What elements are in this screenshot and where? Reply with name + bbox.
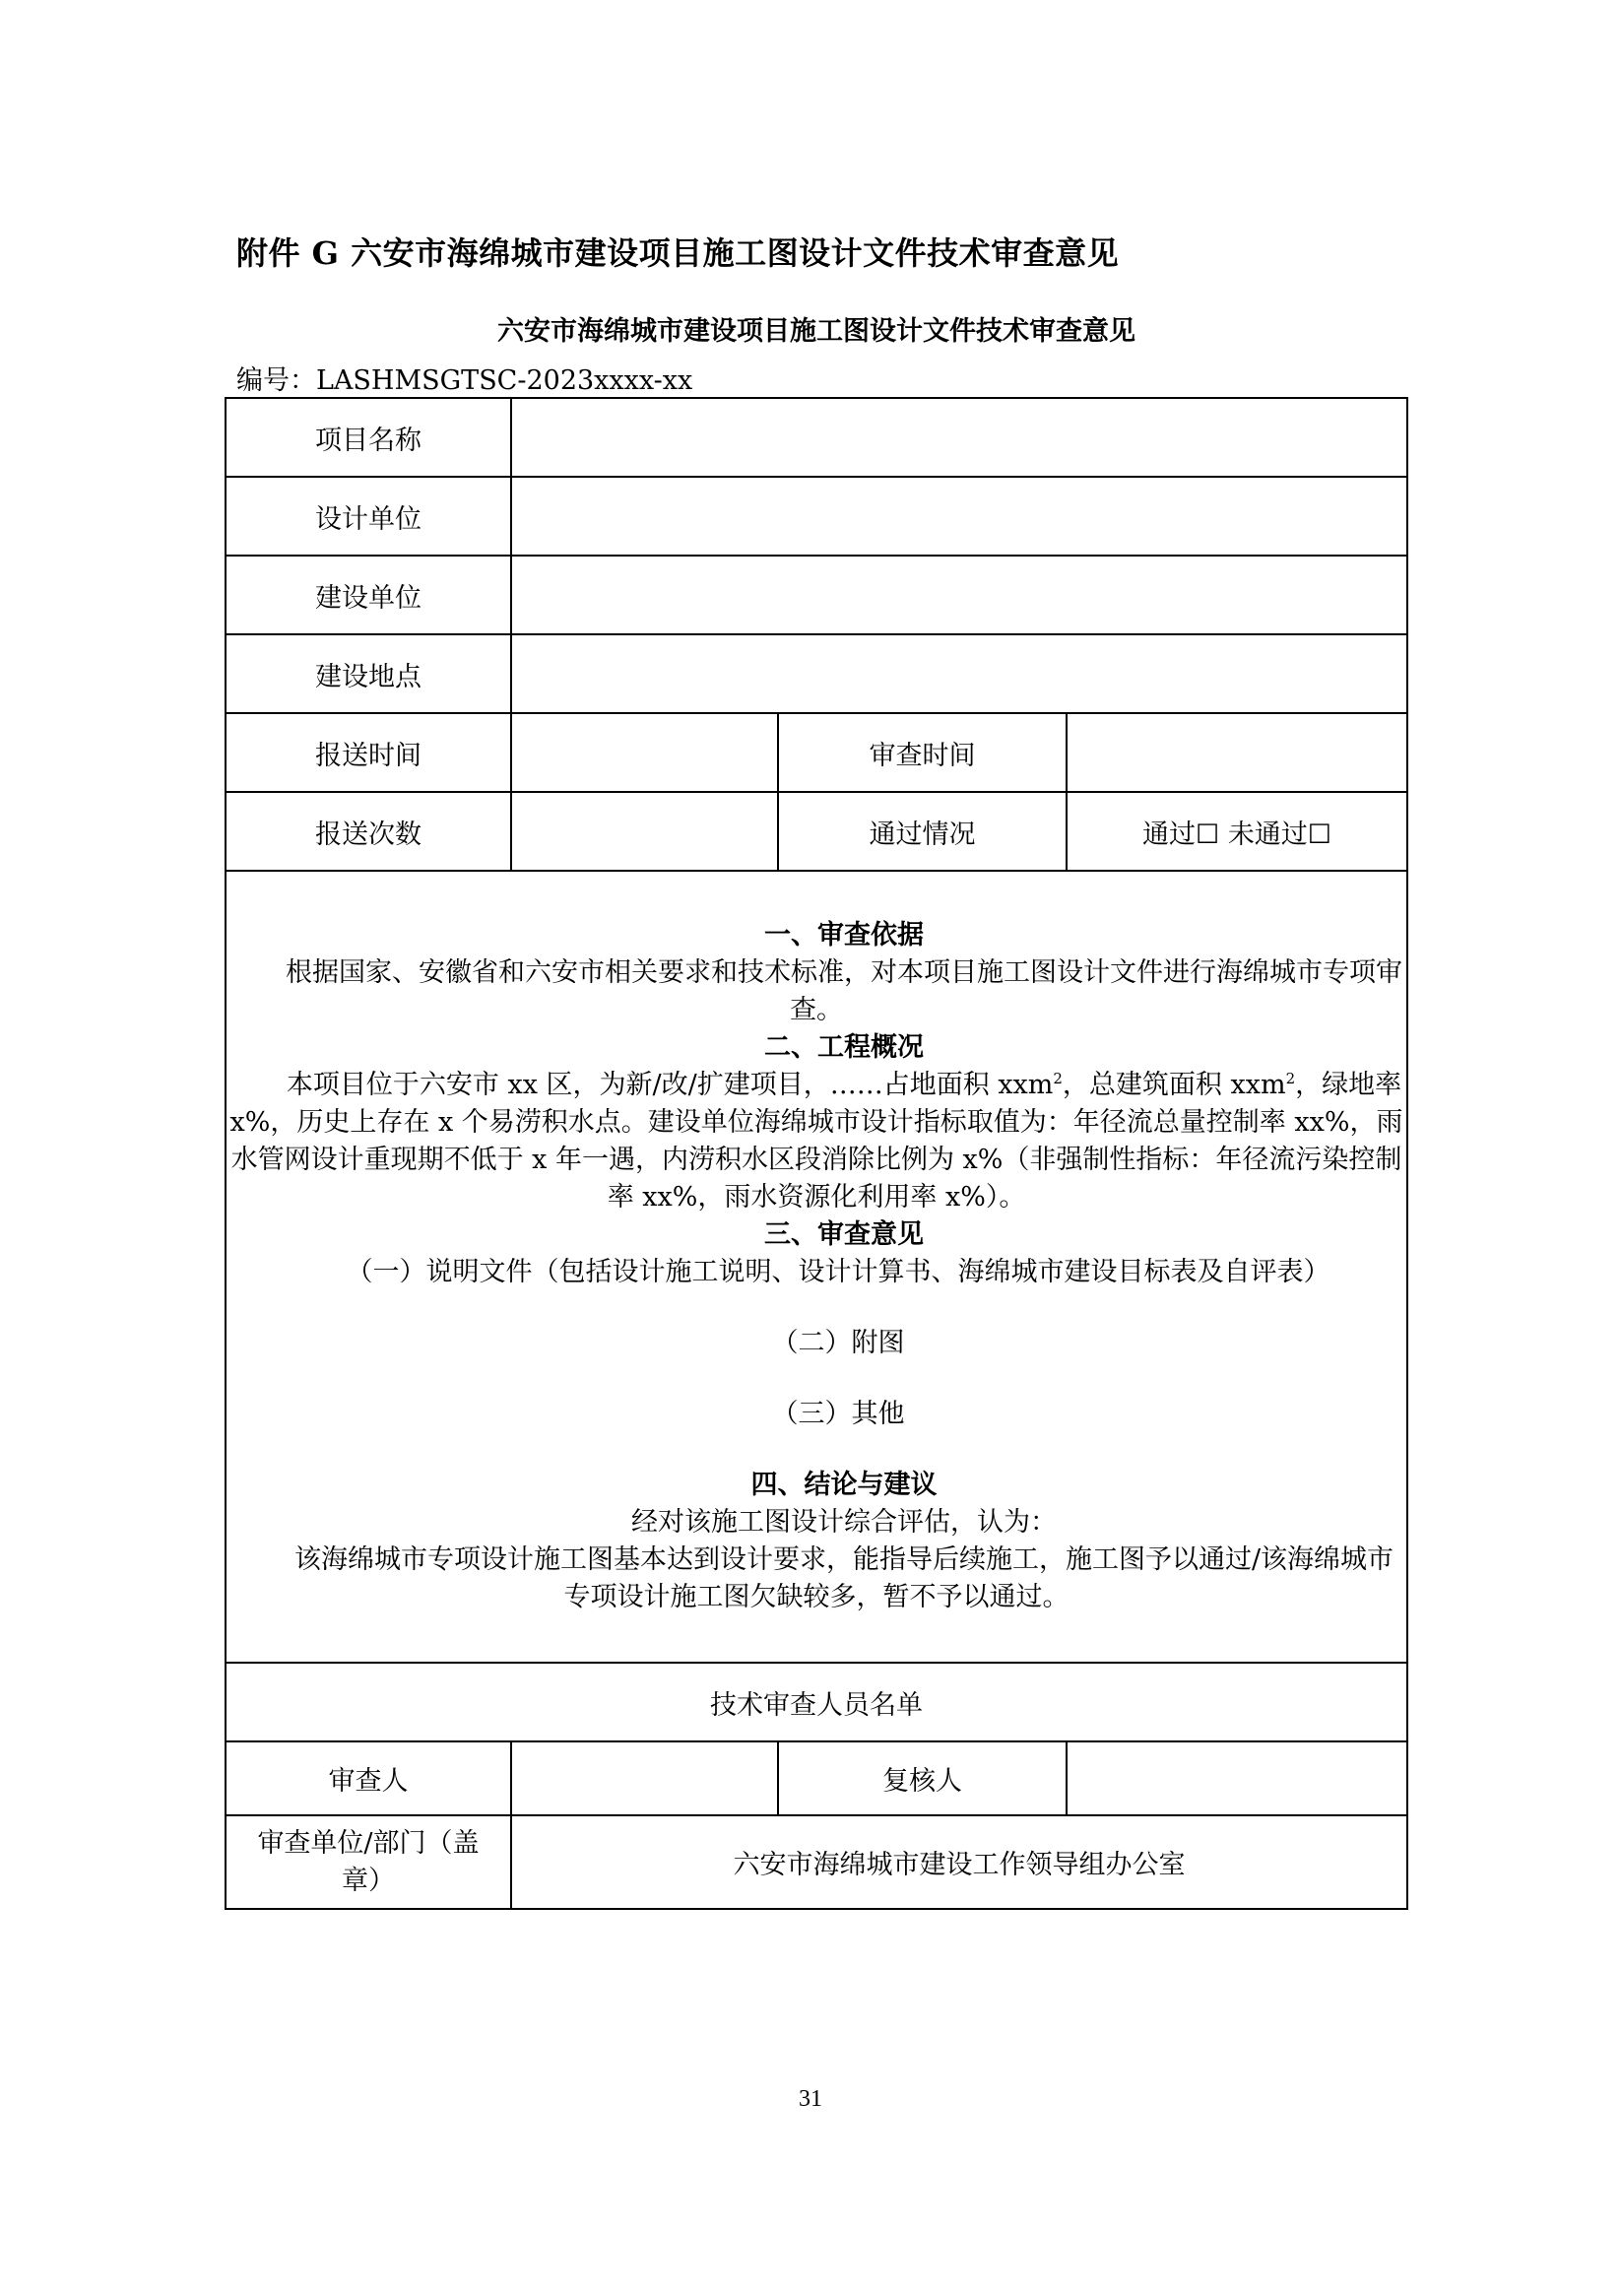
section-basis-text: 根据国家、安徽省和六安市相关要求和技术标准，对本项目施工图设计文件进行海绵城市专项审查。 bbox=[286, 957, 1403, 1025]
overview-text-part-b: ，总建筑面积 xxm bbox=[1062, 1070, 1286, 1100]
row-times bbox=[226, 713, 1407, 792]
pass-checkbox[interactable]: 通过☐ bbox=[1142, 819, 1220, 850]
field-project-name[interactable] bbox=[511, 398, 1407, 477]
spacer bbox=[227, 1433, 1406, 1467]
field-construction-unit[interactable] bbox=[511, 556, 1407, 634]
field-reviewer[interactable] bbox=[511, 1741, 778, 1815]
superscript-2: 2 bbox=[1053, 1070, 1063, 1087]
row-reviewers-header bbox=[226, 1663, 1407, 1741]
field-checker[interactable] bbox=[1067, 1741, 1407, 1815]
serial-number: 编号：LASHMSGTSC-2023xxxx-xx bbox=[236, 365, 693, 396]
overview-text-part-c: ，绿地率 x%，历史上存在 x 个易涝积水点。建设单位海绵城市设计指标取值为：年径流总量控制率 xx%，雨水管网设计重现期不低于 x 年一遇，内涝积水区段消除比例为 x%（非强制性指标：年径流污染控制率 xx%，雨水资源化利用率 x%）。 bbox=[229, 1070, 1403, 1213]
review-content-cell bbox=[226, 871, 1407, 1663]
field-submit-time[interactable] bbox=[511, 713, 778, 792]
overview-text-part-a: 本项目位于六安市 xx 区，为新/改/扩建项目，……占地面积 xxm bbox=[286, 1070, 1054, 1100]
label-submit-time: 报送时间 bbox=[226, 713, 511, 792]
field-design-unit[interactable] bbox=[511, 477, 1407, 556]
review-form-table bbox=[225, 397, 1408, 1910]
field-submit-count[interactable] bbox=[511, 792, 778, 871]
label-project-name: 项目名称 bbox=[226, 398, 511, 477]
label-review-time: 审查时间 bbox=[778, 713, 1067, 792]
field-review-time[interactable] bbox=[1067, 713, 1407, 792]
label-checker: 复核人 bbox=[778, 1741, 1067, 1815]
row-count-status bbox=[226, 792, 1407, 871]
page-number: 31 bbox=[799, 2086, 822, 2112]
opinion-item-drawings: （二）附图 bbox=[771, 1328, 905, 1358]
row-reviewers bbox=[226, 1741, 1407, 1815]
section-conclusion-heading: 四、结论与建议 bbox=[750, 1470, 938, 1500]
section-overview-heading: 二、工程概况 bbox=[764, 1032, 925, 1063]
label-department: 审查单位/部门（盖章） bbox=[226, 1815, 511, 1909]
field-construction-site[interactable] bbox=[511, 634, 1407, 713]
row-project-name bbox=[226, 398, 1407, 477]
row-review-content bbox=[226, 871, 1407, 1663]
label-reviewer: 审查人 bbox=[226, 1741, 511, 1815]
label-pass-status: 通过情况 bbox=[778, 792, 1067, 871]
opinion-item-docs: （一）说明文件（包括设计施工说明、设计计算书、海绵城市建设目标表及自评表） bbox=[346, 1257, 1330, 1287]
row-design-unit bbox=[226, 477, 1407, 556]
label-construction-site: 建设地点 bbox=[226, 634, 511, 713]
field-pass-status bbox=[1067, 792, 1407, 871]
superscript-2: 2 bbox=[1285, 1070, 1296, 1087]
section-opinion-heading: 三、审查意见 bbox=[764, 1219, 925, 1250]
fail-checkbox[interactable]: 未通过☐ bbox=[1227, 819, 1332, 850]
label-construction-unit: 建设单位 bbox=[226, 556, 511, 634]
form-title bbox=[0, 309, 1621, 348]
field-department[interactable]: 六安市海绵城市建设工作领导组办公室 bbox=[511, 1815, 1407, 1909]
form-title-text: 六安市海绵城市建设项目施工图设计文件技术审查意见 bbox=[497, 316, 1135, 347]
conclusion-text-1: 经对该施工图设计综合评估，认为： bbox=[631, 1507, 1058, 1538]
section-basis-heading: 一、审查依据 bbox=[764, 920, 925, 951]
spacer bbox=[227, 1291, 1406, 1325]
document-title: 附件 G 六安市海绵城市建设项目施工图设计文件技术审查意见 bbox=[236, 234, 1120, 272]
section-overview-text bbox=[227, 1067, 1406, 1216]
row-construction-site bbox=[226, 634, 1407, 713]
row-department bbox=[226, 1815, 1407, 1909]
label-submit-count: 报送次数 bbox=[226, 792, 511, 871]
row-construction-unit bbox=[226, 556, 1407, 634]
reviewers-header: 技术审查人员名单 bbox=[226, 1663, 1407, 1741]
conclusion-text-2: 该海绵城市专项设计施工图基本达到设计要求，能指导后续施工，施工图予以通过/该海绵城市专项设计施工图欠缺较多，暂不予以通过。 bbox=[293, 1544, 1394, 1612]
spacer bbox=[227, 1362, 1406, 1396]
label-design-unit: 设计单位 bbox=[226, 477, 511, 556]
opinion-item-other: （三）其他 bbox=[771, 1399, 905, 1429]
